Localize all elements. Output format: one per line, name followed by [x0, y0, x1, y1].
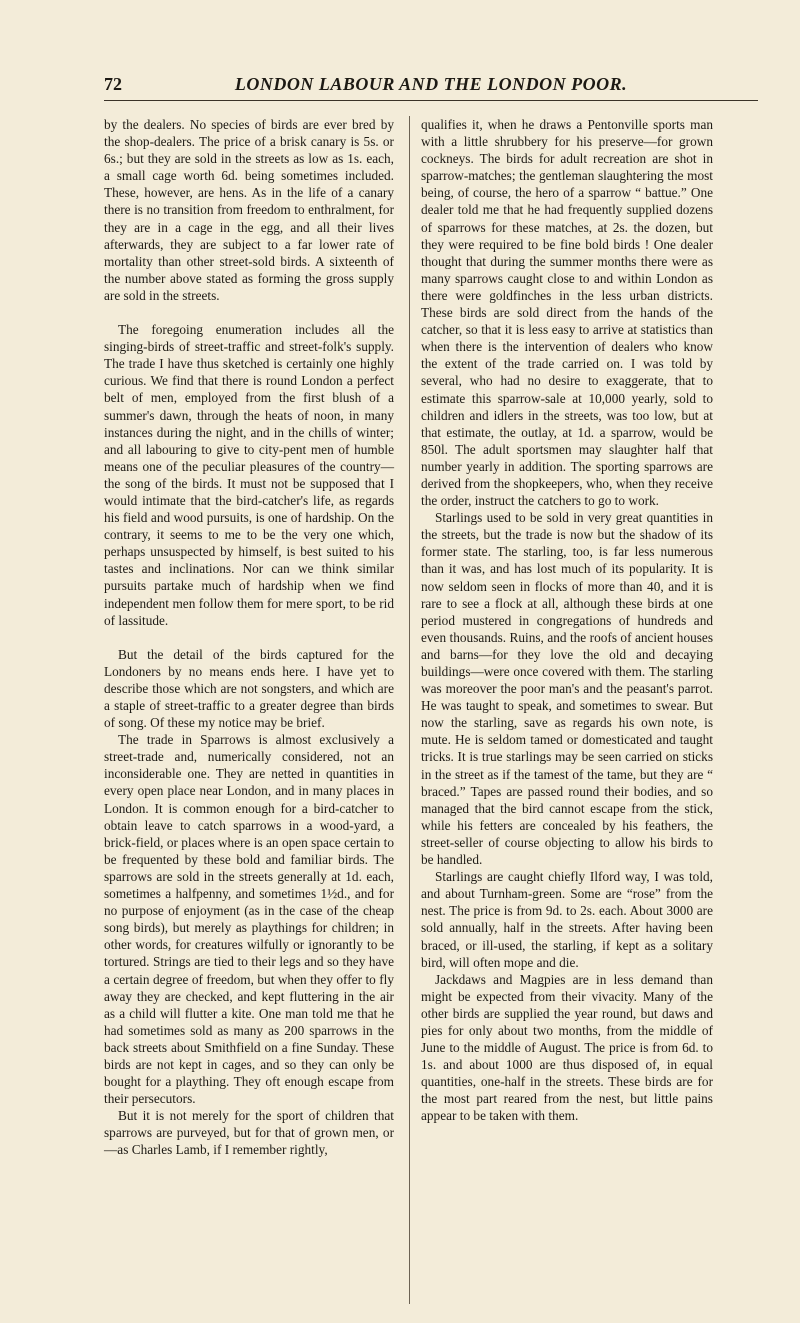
page-number: 72 — [104, 74, 122, 94]
paragraph: Jackdaws and Magpies are in less demand than might be expected from their vivacity. Many of the other birds are supplied the year round, but daws and pies for only about two months, from the middle of June to the middle of August. The price is from 6d. to 1s. and about 1000 are thus disposed of, in equal quantities, one-half in the streets. These birds are for the most part reared from the nest, but little pains appear to be taken with them. — [421, 971, 713, 1124]
paragraph: But it is not merely for the sport of children that sparrows are purveyed, but for that of grown men, or—as Charles Lamb, if I remember rightly, — [104, 1108, 394, 1158]
paragraph: Starlings are caught chiefly Ilford way, I was told, and about Turnham-green. Some are “rose” from the nest. The price is from 9d. to 2s. each. About 3000 are sold annually, half in the streets. After having been braced, or ill-used, the starling, if kept as a solitary bird, will often mope and die. — [421, 869, 713, 970]
running-head: LONDON LABOUR AND THE LONDON POOR. — [234, 74, 628, 94]
column-divider — [409, 116, 410, 1304]
paragraph: The foregoing enumeration includes all the singing-birds of street-traffic and street-folk's supply. The trade I have thus sketched is certainly one highly curious. We find that there is round London a perfect belt of men, employed from the first blush of a summer's dawn, through the heats of noon, in many instances during the night, and in the chills of winter; and all labouring to give to city-pent men of humble means one of the peculiar pleasures of the country—the song of the birds. It must not be supposed that I would intimate that the bird-catcher's life, as regards his field and wood pursuits, is one of hardship. On the contrary, it seems to me to be the very one which, perhaps unsuspected by himself, is best suited to his tastes and inclinations. Nor can we think similar pursuits partake much of hardship when we find independent men follow them for mere sport, to be rid of lassitude. — [104, 322, 394, 628]
paragraph: Starlings used to be sold in very great quantities in the streets, but the trade is now but the shadow of its former state. The starling, too, is far less numerous than it was, and has lost much of its popularity. It is now seldom seen in flocks of more than 40, and it is rare to see a flock at all, although these birds at one period mustered in congregations of hundreds and even thousands. Ruins, and the roofs of ancient houses and barns—for they love the old and decaying buildings—were once covered with them. The starling was moreover the poor man's and the peasant's parrot. He was taught to speak, and sometimes to swear. But now the starling, save as regards his own note, is mute. He is seldom tamed or domesticated and taught tricks. It is true starlings may be seen carried on sticks in the street as if the tamest of the tame, but they are “ braced.” Tapes are passed round their bodies, and so managed that the bird cannot escape from the stick, while his fetters are concealed by his feathers, the street-seller of course objecting to allow his birds to be handled. — [421, 510, 713, 868]
right-column — [421, 116, 713, 1125]
page-header — [104, 74, 758, 101]
paragraph: qualifies it, when he draws a Pentonville sports man with a little shrubbery for his preserve—for grown cockneys. The birds for adult recreation are shot in sparrow-matches; the gentleman slaughtering the most being, of course, the hero of a sparrow “ battue.” One dealer told me that he had frequently supplied dozens of sparrows for these matches, at 2s. the dozen, but they were required to be fine bold birds ! One dealer thought that during the summer months there were as many sparrows caught close to and within London as there were goldfinches in the less urban districts. These birds are sold direct from the hands of the catcher, so that it is less easy to arrive at statistics than when there is the intervention of dealers who know the extent of the trade carried on. I was told by several, who had no desire to exaggerate, that to estimate this sparrow-sale at 10,000 yearly, sold to children and idlers in the streets, was too low, but at that estimate, the outlay, at 1d. a sparrow, would be 850l. The adult sportsmen may slaughter half that number yearly in addition. The sporting sparrows are derived from the shopkeepers, who, when they receive the order, instruct the catchers to go to work. — [421, 117, 713, 509]
paragraph: But the detail of the birds captured for the Londoners by no means ends here. I have yet to describe those which are not songsters, and which are a staple of street-traffic to a greater degree than birds of song. Of these my notice may be brief. — [104, 646, 394, 731]
paragraph: The trade in Sparrows is almost exclusively a street-trade and, numerically considered, not an inconsiderable one. They are netted in quantities in every open place near London, and in many places in London. It is common enough for a bird-catcher to obtain leave to catch sparrows in a wood-yard, a brick-field, or places where is an open space certain to be frequented by these bold and familiar birds. The sparrows are sold in the streets generally at 1d. each, sometimes a halfpenny, and sometimes 1½d., and for no purpose of enjoyment (as in the case of the cheap song birds), but merely as playthings for children; in other words, for creatures wilfully or ignorantly to be tortured. Strings are tied to their legs and so they have a certain degree of freedom, but when they offer to fly away they are checked, and kept fluttering in the air as a child will flutter a kite. One man told me that he had sometimes sold as many as 200 sparrows in the back streets about Smithfield on a fine Sunday. These birds are not kept in cages, and so they can only be bought for a plaything. They oft enough escape from their persecutors. — [104, 732, 394, 1107]
paragraph: by the dealers. No species of birds are ever bred by the shop-dealers. The price of a brisk canary is 5s. or 6s.; but they are sold in the streets as low as 1s. each, a small cage worth 6d. being sometimes included. These, however, are hens. As in the life of a canary there is no transition from freedom to enthralment, for they are in a cage in the egg, and all their lives afterwards, they are subject to a far lower rate of mortality than other street-sold birds. A sixteenth of the number above stated as forming the gross supply are sold in the streets. — [104, 117, 394, 303]
left-column — [104, 116, 394, 1159]
